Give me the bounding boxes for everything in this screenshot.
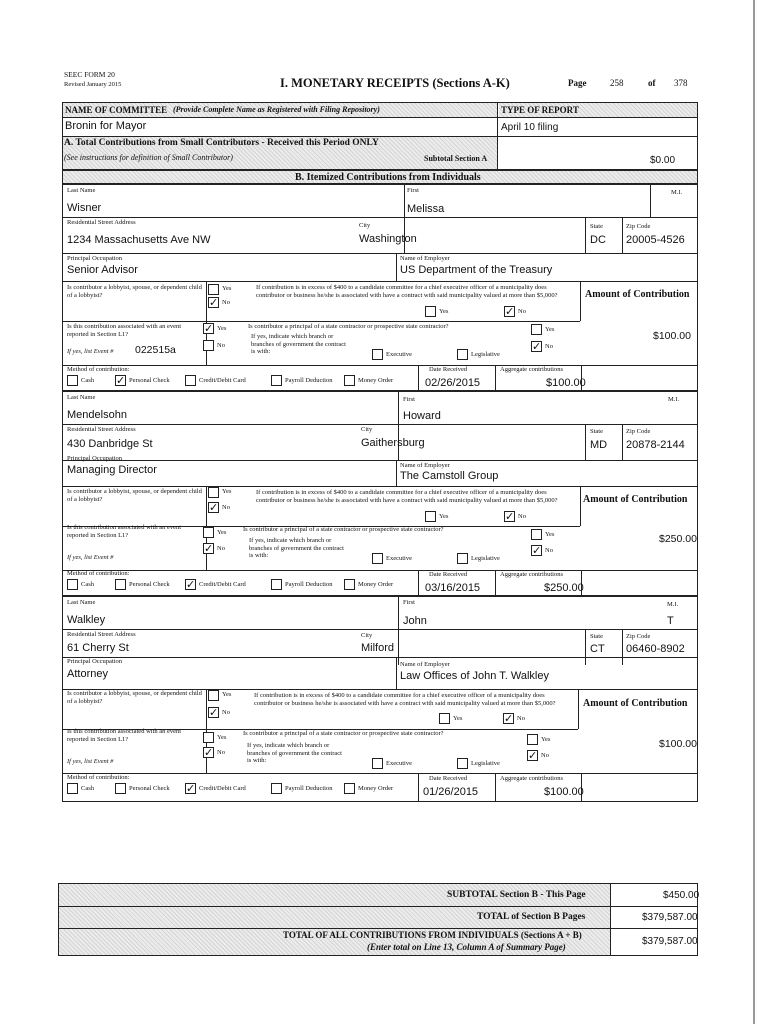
executive-checkbox[interactable] [372,758,383,769]
contract-no-checkbox[interactable]: ✓ [504,712,514,725]
committee-name[interactable]: Bronin for Mayor [65,120,147,132]
principal-no-checkbox[interactable]: ✓ [532,340,542,353]
state[interactable]: DC [590,234,606,246]
aggregate-contributions[interactable]: $250.00 [544,582,584,594]
contract-yes-checkbox[interactable] [425,511,436,522]
principal-yes-checkbox[interactable] [531,324,542,335]
first-name[interactable]: Howard [403,410,441,422]
method-money-order-checkbox[interactable] [344,579,355,590]
contributor-block-3: Last Name Walkley First John M.I. T Residential Street Address 61 Cherry St City Milford State CT Zip Code 06460-8902 Principal Occupation Attorney Name of Employer Law Offices of John T. Walkley Is contributor a lobbyist, spouse, or dependent child of a lobbyist? Yes ✓ No If contribution is in excess of $400 to a candidate committee for a chief executive officer of a municipality does contributor or business he/she is associated with have a contract with said municipality valued at more than $5,000? Yes ✓ No Amount of Contribution Is this contribution associated with an event reported in Section L1? Yes ✓ No If yes, list Event # Is contributor a principal of a state contractor or prospective state contractor? If yes, indicate which branch or branches of government the contract is with: Executive Legislative Yes ✓ No $100.00 Method of contribution: Cash Personal Check ✓ Credit/Debit Card Payroll Deduction Money Order Date Received 01/26/2015 Aggregate contributions $100.00 [62,596,698,802]
last-name[interactable]: Wisner [67,202,102,214]
date-received[interactable]: 03/16/2015 [425,582,481,594]
occupation[interactable]: Managing Director [67,464,157,476]
total-b-label: TOTAL of Section B Pages [477,912,586,922]
state[interactable]: CT [590,643,605,655]
executive-checkbox[interactable] [372,349,383,360]
zip-code[interactable]: 20878-2144 [626,439,685,451]
committee-name-header [63,103,497,117]
event-yes-checkbox[interactable] [203,527,214,538]
event-no-checkbox[interactable]: ✓ [204,746,214,759]
contributor-block-1: Last Name Wisner First Melissa M.I. Residential Street Address 1234 Massachusetts Ave NW City Washington State DC Zip Code 20005-4526 Principal Occupation Senior Advisor Name of Employer US Department of the Treasury Is contributor a lobbyist, spouse, or dependent child of a lobbyist? Yes ✓ No If contribution is in excess of $400 to a candidate committee for a chief executive officer of a municipality does contributor or business he/she is associated with have a contract with said municipality valued at more than $5,000? Yes ✓ No Amount of Contribution Is this contribution associated with an event reported in Section L1? ✓ Yes No If yes, list Event # 022515a Is contributor a principal of a state contractor or prospective state contractor? If yes, indicate which branch or branches of government the contract is with: Executive Legislative Yes ✓ No $100.00 Method of contribution: Cash ✓ Personal Check Credit/Debit Card Payroll Deduction Money Order Date Received 02/26/2015 Aggregate contributions $100.00 [62,184,698,391]
contract-yes-checkbox[interactable] [439,713,450,724]
method-cash-checkbox[interactable] [67,375,78,386]
total-all-note: (Enter total on Line 13, Column A of Summary Page) [367,942,566,952]
form-revised: Revised January 2015 [64,81,122,88]
date-received[interactable]: 02/26/2015 [425,377,481,389]
event-yes-checkbox[interactable]: ✓ [204,322,214,335]
event-no-checkbox[interactable]: ✓ [204,542,214,555]
contribution-amount[interactable]: $100.00 [659,738,697,750]
method-card-checkbox[interactable] [185,375,196,386]
section-a-subtotal-label: Subtotal Section A [424,154,488,163]
aggregate-contributions[interactable]: $100.00 [546,377,586,389]
zip-code[interactable]: 20005-4526 [626,234,685,246]
street-address[interactable]: 61 Cherry St [67,642,129,654]
subtotal-b-label: SUBTOTAL Section B - This Page [447,890,586,900]
middle-initial[interactable]: T [667,615,674,627]
method-check-checkbox[interactable] [115,579,126,590]
scan-edge [753,0,755,1024]
lobbyist-yes-checkbox[interactable] [208,690,219,701]
employer[interactable]: US Department of the Treasury [400,264,553,276]
method-cash-checkbox[interactable] [67,783,78,794]
employer[interactable]: The Camstoll Group [400,470,499,482]
method-card-checkbox[interactable]: ✓ [186,578,196,591]
amount-header: Amount of Contribution [583,494,688,505]
last-name[interactable]: Mendelsohn [67,409,127,421]
occupation[interactable]: Senior Advisor [67,264,138,276]
amount-header: Amount of Contribution [585,289,690,300]
total-pages: 378 [674,78,688,88]
legislative-checkbox[interactable] [457,349,468,360]
method-cash-checkbox[interactable] [67,579,78,590]
occupation[interactable]: Attorney [67,668,108,680]
lobbyist-no-checkbox[interactable]: ✓ [209,296,219,309]
section-b-title: B. Itemized Contributions from Individuals [295,172,481,183]
zip-code[interactable]: 06460-8902 [626,643,685,655]
contract-yes-checkbox[interactable] [425,306,436,317]
section-a-subtotal: $0.00 [650,155,676,166]
total-all-label: TOTAL OF ALL CONTRIBUTIONS FROM INDIVIDUALS (Sections A + B) [283,930,582,940]
method-payroll-checkbox[interactable] [271,783,282,794]
principal-no-checkbox[interactable]: ✓ [532,544,542,557]
page-title: I. MONETARY RECEIPTS (Sections A-K) [280,76,510,90]
section-a-instruction: (See instructions for definition of Small Contributor) [64,153,233,162]
totals-section [58,883,698,956]
contribution-amount[interactable]: $250.00 [659,533,697,545]
city[interactable]: Milford [361,642,395,654]
event-number[interactable]: 022515a [135,344,176,356]
aggregate-contributions[interactable]: $100.00 [544,786,584,798]
subtotal-b-value: $450.00 [663,890,700,901]
form-id: SEEC FORM 20 [64,70,115,79]
lobbyist-no-checkbox[interactable]: ✓ [209,706,219,719]
section-a-title: A. Total Contributions from Small Contributors - Received this Period ONLY [64,138,379,148]
total-all-value: $379,587.00 [642,936,698,947]
committee-name-instruction: (Provide Complete Name as Registered with Filing Repository) [173,105,380,114]
report-type-header [499,103,697,117]
legislative-checkbox[interactable] [457,553,468,564]
of-label: of [648,78,656,88]
method-money-order-checkbox[interactable] [344,783,355,794]
principal-yes-checkbox[interactable] [527,734,538,745]
lobbyist-yes-checkbox[interactable] [208,284,219,295]
last-name[interactable]: Walkley [67,614,106,626]
contract-no-checkbox[interactable]: ✓ [505,510,515,523]
event-yes-checkbox[interactable] [203,732,214,743]
method-money-order-checkbox[interactable] [344,375,355,386]
date-received[interactable]: 01/26/2015 [423,786,479,798]
contract-no-checkbox[interactable]: ✓ [505,305,515,318]
section-b-header [62,170,698,184]
report-type-label: TYPE OF REPORT [501,105,579,115]
method-check-checkbox[interactable]: ✓ [116,374,126,387]
principal-no-checkbox[interactable]: ✓ [528,749,538,762]
contributor-block-2: Last Name Mendelsohn First Howard M.I. Residential Street Address 430 Danbridge St City Gaithersburg State MD Zip Code 20878-2144 Principal Occupation Managing Director Name of Employer The Camstoll Group Is contributor a lobbyist, spouse, or dependent child of a lobbyist? Yes ✓ No If contribution is in excess of $400 to a candidate committee for a chief executive officer of a municipality does contributor or business he/she is associated with have a contract with said municipality valued at more than $5,000? Yes ✓ No Amount of Contribution Is this contribution associated with an event reported in Section L1? Yes ✓ No If yes, list Event # Is contributor a principal of a state contractor or prospective state contractor? If yes, indicate which branch or branches of government the contract is with: Executive Legislative Yes ✓ No $250.00 Method of contribution: Cash Personal Check ✓ Credit/Debit Card Payroll Deduction Money Order Date Received 03/16/2015 Aggregate contributions $250.00 [62,391,698,596]
method-payroll-checkbox[interactable] [271,579,282,590]
event-no-checkbox[interactable] [203,340,214,351]
report-type[interactable]: April 10 filing [501,122,559,133]
employer[interactable]: Law Offices of John T. Walkley [400,670,549,682]
page-label: Page [568,78,587,88]
method-payroll-checkbox[interactable] [271,375,282,386]
executive-checkbox[interactable] [372,553,383,564]
committee-name-label: NAME OF COMMITTEE [65,105,168,115]
lobbyist-yes-checkbox[interactable] [208,487,219,498]
city[interactable]: Washington [359,233,417,245]
amount-header: Amount of Contribution [583,698,688,709]
street-address[interactable]: 1234 Massachusetts Ave NW [67,234,211,246]
state[interactable]: MD [590,439,608,451]
first-name[interactable]: John [403,615,427,627]
page-number: 258 [610,78,624,88]
principal-yes-checkbox[interactable] [531,529,542,540]
first-name[interactable]: Melissa [407,203,445,215]
city[interactable]: Gaithersburg [361,437,425,449]
lobbyist-no-checkbox[interactable]: ✓ [209,501,219,514]
method-card-checkbox[interactable]: ✓ [186,782,196,795]
method-check-checkbox[interactable] [115,783,126,794]
legislative-checkbox[interactable] [457,758,468,769]
contribution-amount[interactable]: $100.00 [653,330,691,342]
street-address[interactable]: 430 Danbridge St [67,438,153,450]
total-b-value: $379,587.00 [642,912,698,923]
